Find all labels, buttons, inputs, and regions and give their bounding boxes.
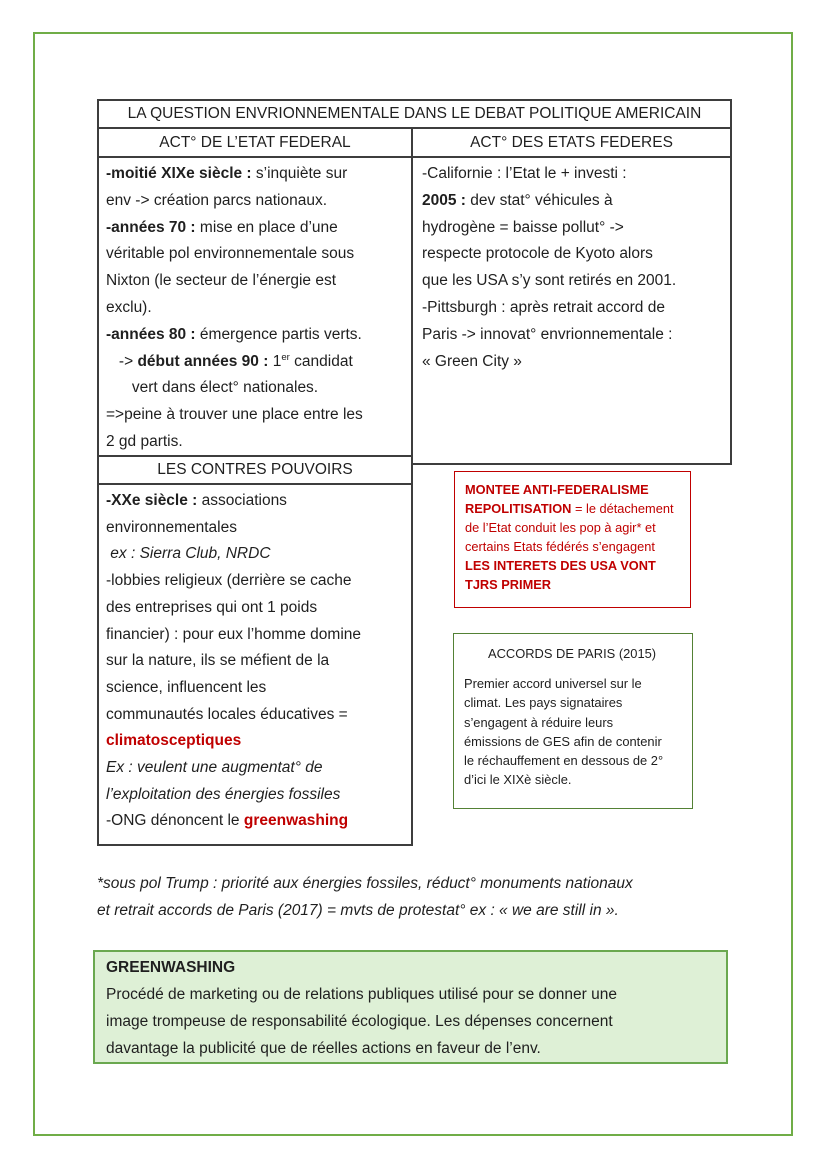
text-line: LES INTERETS DES USA VONT bbox=[465, 558, 656, 573]
text-line: -> début années 90 : 1er candidat bbox=[106, 351, 353, 370]
text-line: climat. Les pays signataires bbox=[464, 695, 623, 711]
text-line: le réchauffement en dessous de 2° bbox=[464, 753, 664, 769]
main-table-body-row bbox=[99, 158, 730, 463]
main-table bbox=[97, 99, 732, 465]
text-line: de l’Etat conduit les pop à agir* et bbox=[465, 520, 656, 535]
text-line: -XXe siècle : associations bbox=[106, 492, 287, 509]
text-line: climatosceptiques bbox=[106, 732, 242, 750]
text-line: -lobbies religieux (derrière se cache bbox=[106, 572, 352, 590]
text-line: que les USA s’y sont retirés en 2001. bbox=[422, 272, 677, 290]
text-line: sur la nature, ils se méfient de la bbox=[106, 652, 330, 670]
text-line: *sous pol Trump : priorité aux énergies fossiles, réduct° monuments nationaux bbox=[97, 875, 633, 892]
states-column-header: ACT° DES ETATS FEDERES bbox=[470, 134, 673, 151]
text-line: image trompeuse de responsabilité écologique. Les dépenses concernent bbox=[106, 1013, 613, 1030]
text-line: et retrait accords de Paris (2017) = mvts de protestat° ex : « we are still in ». bbox=[97, 902, 619, 919]
text-line: communautés locales éducatives = bbox=[106, 705, 348, 723]
text-line: exclu). bbox=[106, 298, 152, 316]
text-line: Premier accord universel sur le bbox=[464, 676, 642, 691]
text-line: -moitié XIXe siècle : s’inquiète sur bbox=[106, 165, 348, 182]
text-line: REPOLITISATION = le détachement bbox=[465, 501, 674, 516]
text-line: TJRS PRIMER bbox=[465, 577, 552, 592]
text-line: davantage la publicité que de réelles actions en faveur de l’env. bbox=[106, 1040, 541, 1057]
text-line: -années 80 : émergence partis verts. bbox=[106, 325, 362, 343]
text-line: science, influencent les bbox=[106, 678, 267, 696]
states-column-cell bbox=[413, 158, 730, 463]
text-line: env -> création parcs nationaux. bbox=[106, 191, 328, 209]
text-line: ex : Sierra Club, NRDC bbox=[106, 545, 271, 563]
federal-column-header: ACT° DE L’ETAT FEDERAL bbox=[99, 129, 413, 156]
counter-powers-table bbox=[97, 455, 413, 846]
text-line: respecte protocole de Kyoto alors bbox=[422, 245, 653, 263]
text-line: d’ici le XIXè siècle. bbox=[464, 772, 572, 788]
text-line: =>peine à trouver une place entre les bbox=[106, 406, 363, 424]
text-line: 2 gd partis. bbox=[106, 432, 183, 450]
text-line: 2005 : dev stat° véhicules à bbox=[422, 191, 613, 209]
text-line: certains Etats fédérés s’engagent bbox=[465, 539, 655, 554]
greenwashing-text bbox=[106, 981, 715, 1062]
text-line: MONTEE ANTI-FEDERALISME bbox=[465, 482, 649, 497]
paris-agreement-note bbox=[453, 633, 693, 809]
text-line: émissions de GES afin de contenir bbox=[464, 733, 662, 749]
text-line: Paris -> innovat° envrionnementale : bbox=[422, 325, 673, 343]
paris-agreement-title: ACCORDS DE PARIS (2015) bbox=[488, 646, 657, 661]
text-line: vert dans élect° nationales. bbox=[106, 379, 319, 397]
text-line: hydrogène = baisse pollut° -> bbox=[422, 218, 624, 236]
text-line: environnementales bbox=[106, 518, 237, 536]
text-line: -années 70 : mise en place d’une bbox=[106, 218, 338, 236]
text-line: Procédé de marketing ou de relations publiques utilisé pour se donner une bbox=[106, 986, 617, 1003]
text-line: -ONG dénoncent le greenwashing bbox=[106, 812, 349, 830]
main-table-header-row bbox=[99, 129, 730, 158]
greenwashing-definition bbox=[93, 950, 728, 1064]
anti-federalism-note bbox=[454, 471, 691, 608]
text-line: -Pittsburgh : après retrait accord de bbox=[422, 298, 665, 316]
main-table-title: LA QUESTION ENVRIONNEMENTALE DANS LE DEBAT POLITIQUE AMERICAIN bbox=[99, 101, 730, 129]
text-line: Nixton (le secteur de l’énergie est bbox=[106, 272, 337, 290]
federal-column-cell bbox=[99, 158, 413, 457]
text-line: véritable pol environnementale sous bbox=[106, 245, 355, 263]
counter-powers-cell bbox=[99, 485, 411, 844]
text-line: Ex : veulent une augmentat° de bbox=[106, 759, 323, 777]
text-line: financier) : pour eux l’homme domine bbox=[106, 625, 362, 643]
text-line: « Green City » bbox=[422, 352, 522, 370]
text-line: des entreprises qui ont 1 poids bbox=[106, 598, 318, 616]
text-line: l’exploitation des énergies fossiles bbox=[106, 785, 341, 803]
greenwashing-title: GREENWASHING bbox=[106, 959, 236, 976]
counter-powers-header: LES CONTRES POUVOIRS bbox=[99, 457, 411, 485]
trump-footnote bbox=[97, 870, 742, 924]
paris-agreement-text bbox=[464, 674, 682, 790]
text-line: s’engagent à réduire leurs bbox=[464, 714, 614, 730]
text-line: -Californie : l’Etat le + investi : bbox=[422, 165, 627, 182]
